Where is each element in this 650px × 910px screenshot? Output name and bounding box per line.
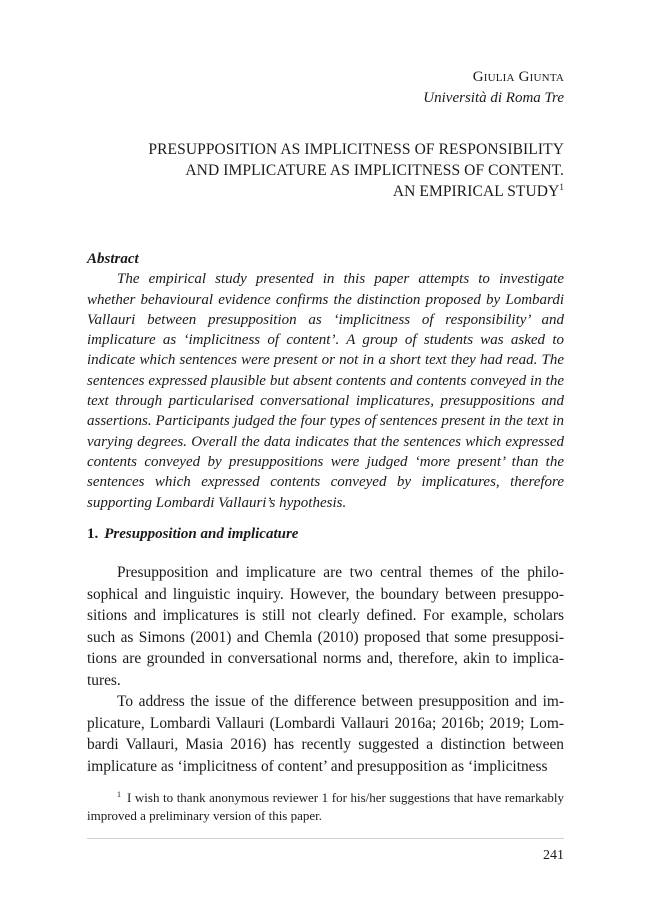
footnote-text: I wish to thank anonymous reviewer 1 for his/her suggestions that have remarkably improved a preliminary version of this paper. (87, 790, 564, 823)
body-paragraph-2: To address the issue of the difference between presupposition and implicature, Lombardi Vallauri (Lombardi Vallauri 2016a; 2016b; 2019; Lombardi Vallauri, Masia 2016) has recently suggested a distinction between implicature as ‘implicitness of content’ and presupposition as ‘implicitness (87, 693, 564, 775)
section-title: Presupposition and implicature (104, 526, 299, 542)
author-block (423, 67, 564, 109)
author-name: Giulia Giunta (472, 69, 564, 85)
title-line-3-text: AN EMPIRICAL STUDY (392, 183, 560, 200)
section-number: 1. (87, 526, 99, 542)
author-affiliation: Università di Roma Tre (423, 90, 564, 106)
abstract-text: The empirical study presented in this paper attempts to investigate whether behavioural evidence confirms the distinction proposed by Lombardi Vallauri between presupposition as ‘implicitness of responsibility’ and implicature as ‘implicitness of content’. A group of students was asked to indicate which sentences were present or not in a short text they had read. The sentences expressed plausible but absent contents and contents conveyed in the text through particularised conversational implicatures, presuppositions and assertions. Participants judged the four types of sentences present in the text in varying degrees. Overall the data indicates that the sentences which expressed contents conveyed by presuppositions were judged ‘more present’ than the sentences which expressed contents conveyed by implicatures, therefore supporting Lombardi Vallauri’s hypothesis. (87, 271, 564, 511)
page-footer-rule (87, 838, 564, 839)
title-footnote-marker[interactable]: 1 (559, 181, 564, 192)
section-heading (87, 524, 298, 545)
paper-title (148, 139, 564, 202)
abstract-heading: Abstract (87, 251, 139, 267)
body-paragraph-1: Presupposition and implicature are two central themes of the philosophical and linguistic inquiry. However, the boundary between presuppositions and implicatures is still not clearly defined. For example, scholars such as Simons (2001) and Chemla (2010) proposed that some presuppositions are grounded in conversational norms and, therefore, akin to implicatures. (87, 564, 564, 689)
abstract (87, 249, 564, 513)
title-line-3 (148, 181, 564, 202)
footnote-marker: 1 (117, 789, 121, 799)
page-number: 241 (543, 848, 564, 863)
title-line-1: PRESUPPOSITION AS IMPLICITNESS OF RESPONSIBILITY (148, 141, 564, 158)
body-text (87, 562, 564, 777)
paper-page (87, 0, 564, 910)
footnote (87, 789, 564, 825)
title-line-2: AND IMPLICATURE AS IMPLICITNESS OF CONTENT. (185, 162, 564, 179)
